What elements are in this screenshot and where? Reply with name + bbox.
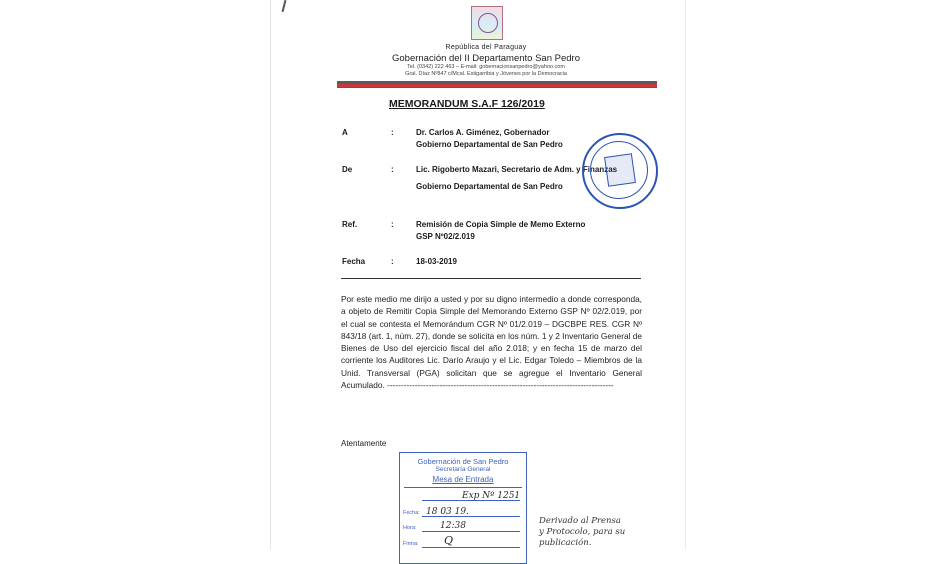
- divider-line: [341, 278, 641, 279]
- closing: Atentamente: [341, 439, 387, 448]
- seal-emblem: [604, 153, 636, 187]
- stamp-line-2: Secretaría General: [435, 466, 491, 473]
- reception-stamp: [399, 452, 527, 564]
- stamp-rule: [422, 547, 520, 548]
- from-office: Gobierno Departamental de San Pedro: [416, 182, 563, 191]
- from-colon: :: [391, 165, 394, 174]
- memo-title: MEMORANDUM S.A.F 126/2019: [389, 98, 545, 110]
- date-label: Fecha: [342, 257, 366, 266]
- ref-colon: :: [391, 220, 394, 229]
- date-value: 18-03-2019: [416, 257, 457, 266]
- to-label: A: [342, 128, 348, 137]
- stamp-hora-label: Hora:: [403, 525, 417, 531]
- stamp-fecha-value: 18 03 19.: [426, 507, 469, 517]
- from-name: Lic. Rigoberto Mazari, Secretario de Adm. y Finanzas: [416, 165, 618, 174]
- stamp-firma-label: Firma:: [403, 541, 419, 547]
- ref-line-2: GSP Nº02/2.019: [416, 232, 475, 241]
- official-seal-icon: [582, 133, 658, 209]
- header-band-thin: [337, 87, 657, 88]
- to-office: Gobierno Departamental de San Pedro: [416, 140, 563, 149]
- date-colon: :: [391, 257, 394, 266]
- pen-mark: [282, 0, 287, 12]
- stamp-hora-value: 12:38: [440, 521, 466, 531]
- stamp-exp-number: Exp Nº 1251: [462, 491, 521, 501]
- letterhead-address: Gral. Díaz Nº847 c/Mcal. Estigarribia y Jóvenes por la Democracia: [405, 71, 567, 77]
- handwritten-note-line-1: Derivado al Prensa: [539, 516, 621, 526]
- to-name: Dr. Carlos A. Giménez, Gobernador: [416, 128, 550, 137]
- ref-line-1: Remisión de Copia Simple de Memo Externo: [416, 220, 586, 229]
- stamp-line-3: Mesa de Entrada: [432, 475, 494, 484]
- letterhead-republic: República del Paraguay: [445, 44, 527, 51]
- letterhead-government: Gobernación del II Departamento San Pedro: [391, 53, 580, 64]
- stamp-line-1: Gobernación de San Pedro: [417, 457, 509, 466]
- document-page: [270, 0, 686, 550]
- from-label: De: [342, 165, 353, 174]
- coat-of-arms-icon: [471, 6, 503, 40]
- letterhead-contact: Tel. (0342) 222 463 – E-mail: gobernacionsanpedro@yahoo.com: [407, 64, 565, 70]
- ref-label: Ref.: [342, 220, 358, 229]
- to-colon: :: [391, 128, 394, 137]
- crest-emblem: [478, 13, 498, 33]
- stamp-firma-value: Q: [444, 534, 454, 547]
- memo-body: Por este medio me dirijo a usted y por su digno intermedio a donde corresponda, a objeto de Remitir Copia Simple del Memorando Externo GSP Nº 02/2.019, por el cual se contesta el Memorándum CGR Nº 01/2.019 – DGCBPE RES. CGR Nº 843/18 (art. 1, núm. 27), donde se solicita en los núm. 1 y 2 Inventario General de Bienes de Uso del ejercicio fiscal del año 2.018; y en fecha 15 de marzo del corriente los Auditores Lic. Darío Araujo y el Lic. Edgar Toledo – Miembros de la Unid. Transversal (PGA) solicitan que se agregue el Inventario General Acumulado. ----------------------------------------------------------------------------------: [341, 294, 642, 391]
- handwritten-note-line-3: publicación.: [539, 538, 592, 548]
- stamp-separator: [404, 487, 522, 488]
- stamp-fecha-label: Fecha:: [403, 510, 420, 516]
- stamp-rule: [422, 531, 520, 532]
- handwritten-note-line-2: y Protocolo, para su: [539, 527, 626, 537]
